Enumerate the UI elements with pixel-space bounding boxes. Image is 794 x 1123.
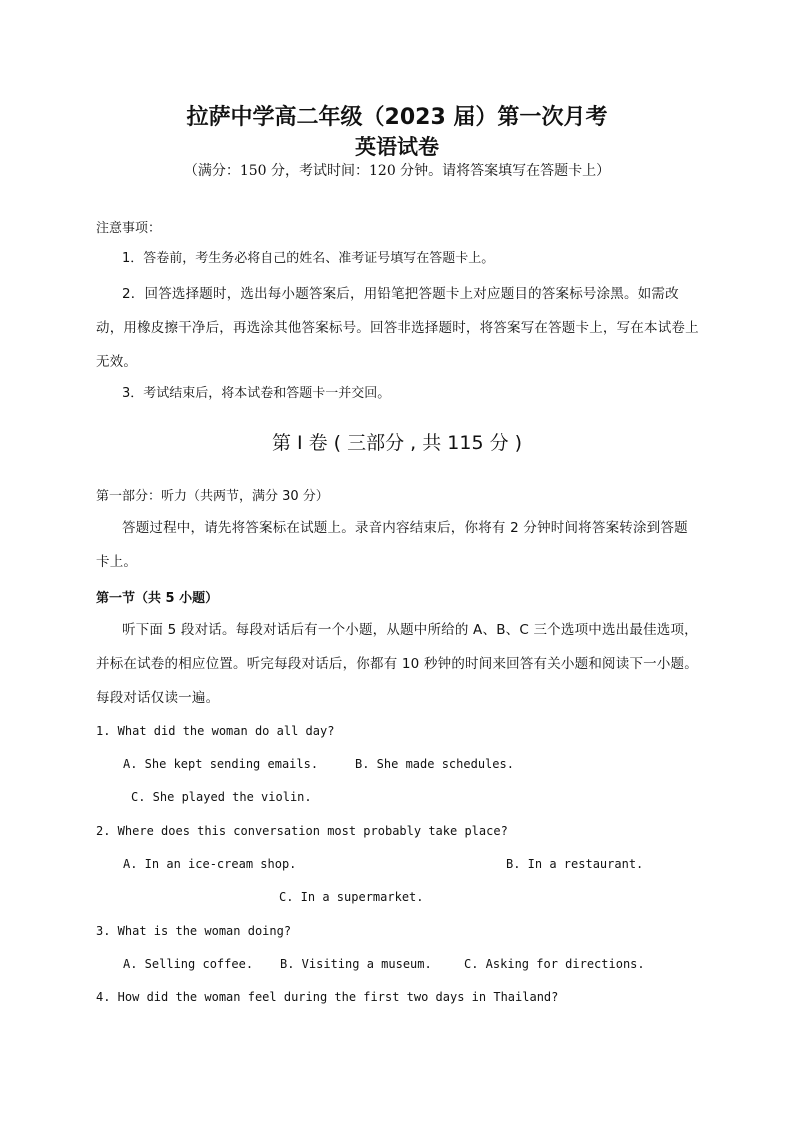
q1-option-a: A. She kept sending emails. <box>123 757 319 771</box>
section-title: 第 I 卷 ( 三部分 , 共 115 分 ) <box>271 432 523 454</box>
note-item-2: 2．回答选择题时，选出每小题答案后，用铅笔把答题卡上对应题目的答案标号涂黑。如需改动，用橡皮擦干净后，再选涂其他答案标号。回答非选择题时，将答案写在答题卡上，写在本试卷上无效。 <box>96 286 699 370</box>
q1-option-b: B. She made schedules. <box>355 757 514 771</box>
q3-option-a: A. Selling coffee. <box>123 957 254 971</box>
question-3: 3. What is the woman doing? <box>96 924 292 938</box>
notes-heading: 注意事项： <box>96 221 162 236</box>
note-item-3: 3．考试结束后，将本试卷和答题卡一并交回。 <box>122 386 391 401</box>
part1-sub-instruction: 听下面 5 段对话。每段对话后有一个小题，从题中所给的 A、B、C 三个选项中选出最佳选项，并标在试卷的相应位置。听完每段对话后，你都有 10 秒钟的时间来回答有关小题和阅读下一小题。每段对话仅读一遍。 <box>96 622 698 706</box>
q2-option-c: C. In a supermarket. <box>279 890 424 904</box>
question-2: 2. Where does this conversation most probably take place? <box>96 824 508 838</box>
q2-option-b: B. In a restaurant. <box>506 857 644 871</box>
part1-instruction: 答题过程中，请先将答案标在试题上。录音内容结束后，你将有 2 分钟时间将答案转涂到答题卡上。 <box>96 520 688 570</box>
exam-title: 拉萨中学高二年级（2023 届）第一次月考 <box>186 105 608 130</box>
exam-subject-title: 英语试卷 <box>355 135 439 159</box>
question-1: 1. What did the woman do all day? <box>96 724 335 738</box>
q3-option-c: C. Asking for directions. <box>464 957 645 971</box>
part1-heading: 第一部分：听力（共两节，满分 30 分） <box>96 489 329 504</box>
q2-option-a: A. In an ice-cream shop. <box>123 857 297 871</box>
note-item-1: 1．答卷前，考生务必将自己的姓名、准考证号填写在答题卡上。 <box>122 251 495 266</box>
part1-sub-heading: 第一节（共 5 小题） <box>96 591 219 606</box>
q3-option-b: B. Visiting a museum. <box>280 957 432 971</box>
exam-subtitle: （满分：150 分，考试时间：120 分钟。请将答案填写在答题卡上） <box>183 163 611 179</box>
question-4: 4. How did the woman feel during the first two days in Thailand? <box>96 990 559 1004</box>
q1-option-c: C. She played the violin. <box>131 790 312 804</box>
